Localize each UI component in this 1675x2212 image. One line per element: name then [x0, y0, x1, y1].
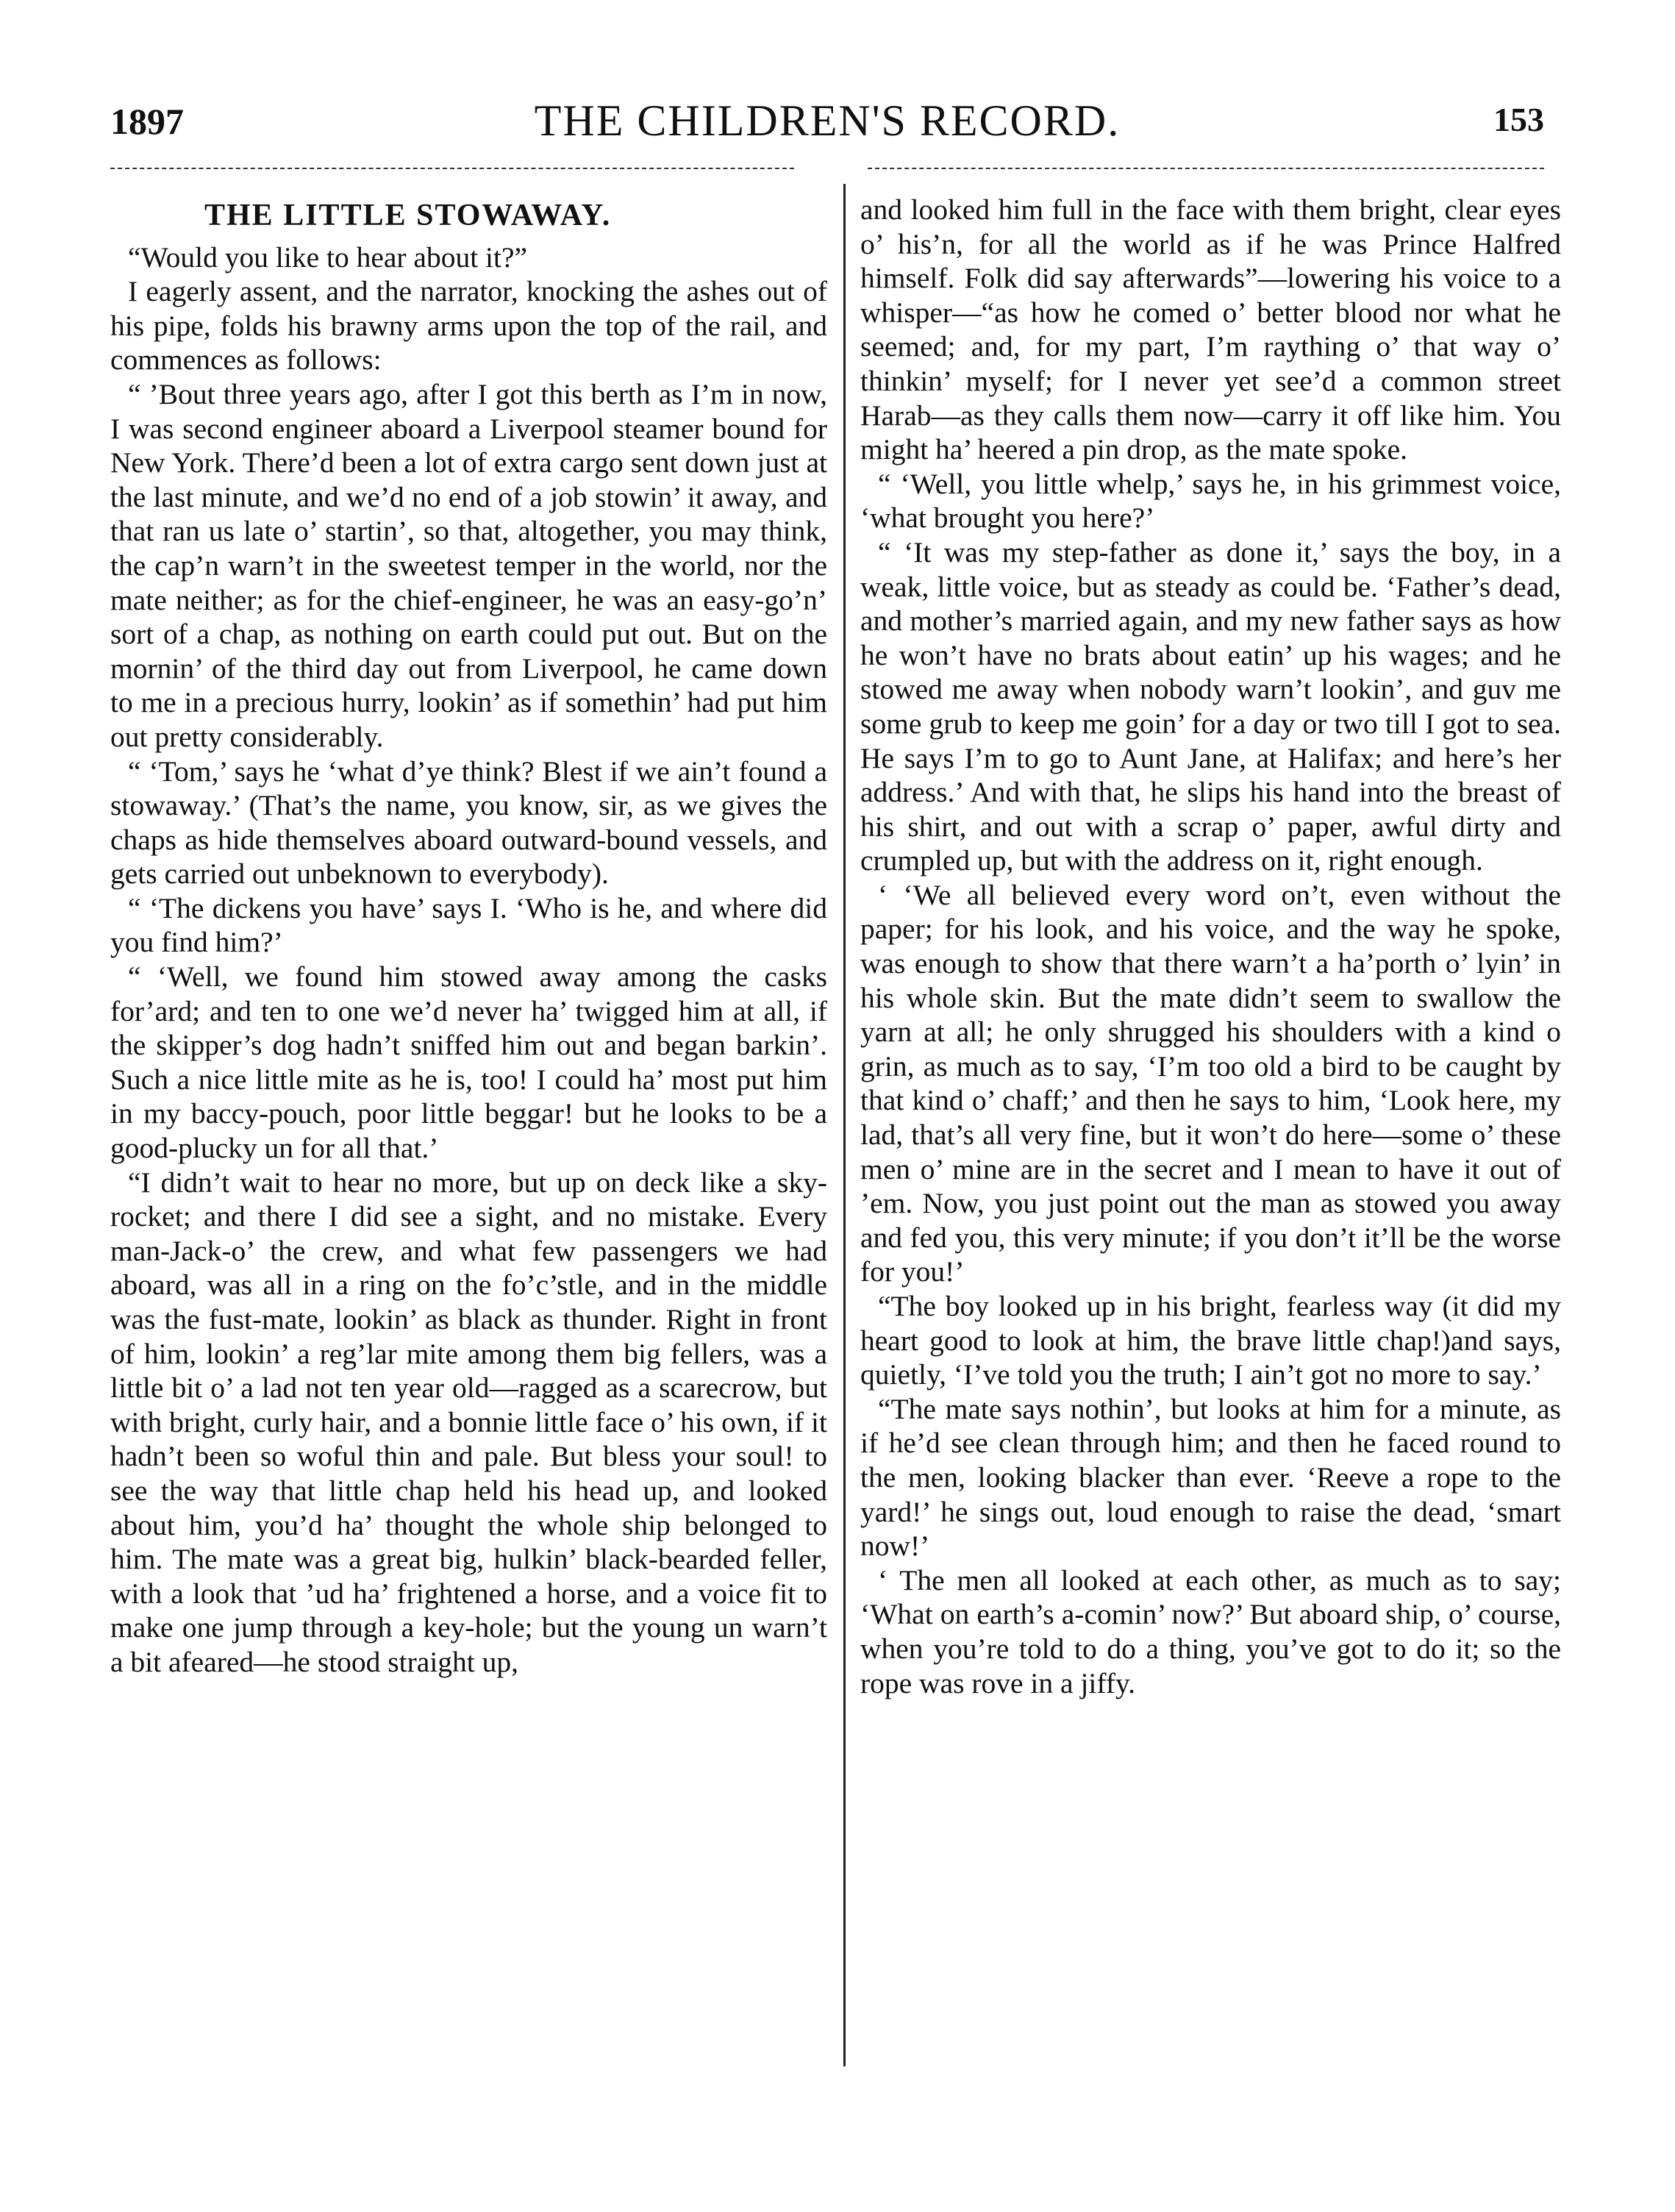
paragraph: “I didn’t wait to hear no more, but up on deck like a sky-rocket; and there I did see a sight, and no mistake. Every man-Jack-o’ the crew, and what few passengers we had aboard, was all in a ring on the fo’c’stle, and in the middle was the fust-mate, lookin’ as black as thunder. Right in front of him, lookin’ a reg’lar mite among them big fellers, was a little bit o’ a lad not ten year old—ragged as a scarecrow, but with bright, curly hair, and a bonnie little face o’ his own, if it hadn’t been so woful thin and pale. But bless your soul! to see the way that little chap held his head up, and looked about him, you’d ha’ thought the whole ship belonged to him. The mate was a great big, hulkin’ black-bearded feller, with a look that ’ud ha’ frightened a horse, and a voice fit to make one jump through a key-hole; but the young un warn’t a bit afeared—he stood straight up,: [110, 1166, 827, 1678]
story-title: THE LITTLE STOWAWAY.: [204, 199, 612, 232]
paragraph: “The boy looked up in his bright, fearless way (it did my heart good to look at him, the brave little chap!)and says, quietly, ‘I’ve told you the truth; I ain’t got no more to say.’: [860, 1290, 1561, 1391]
paragraph: ‘ ‘We all believed every word on’t, even without the paper; for his look, and his voice, and the way he spoke, was enough to show that there warn’t a ha’porth o’ lyin’ in his whole skin. But the mate didn’t seem to swallow the yarn at all; he only shrugged his shoulders with a kind o grin, as much as to say, ‘I’m too old a bird to be caught by that kind o’ chaff;’ and then he says to him, ‘Look here, my lad, that’s all very fine, but it won’t do here—some o’ these men o’ mine are in the secret and I mean to have it out of ’em. Now, you just point out the man as stowed you away and fed you, this very minute; if you don’t it’ll be the worse for you!’: [860, 878, 1561, 1288]
page-number: 153: [1493, 101, 1544, 138]
publication-title: THE CHILDREN'S RECORD.: [534, 96, 1121, 145]
paragraph: “ ‘Tom,’ says he ‘what d’ye think? Blest if we ain’t found a stowaway.’ (That’s the name, you know, sir, as we gives the chaps as hide themselves aboard outward-bound vessels, and gets carried out unbeknown to everybody).: [110, 754, 827, 891]
paragraph: “ ’Bout three years ago, after I got this berth as I’m in now, I was second engineer aboard a Liverpool steamer bound for New York. There’d been a lot of extra cargo sent down just at the last minute, and we’d no end of a job stowin’ it away, and that ran us late o’ startin’, so that, altogether, you may think, the cap’n warn’t in the sweetest temper in the world, nor the mate neither; as for the chief-engineer, he was an easy-go’n’ sort of a chap, as nothing on earth could put out. But on the mornin’ of the third day out from Liverpool, he came down to me in a precious hurry, lookin’ as if somethin’ had put him out pretty considerably.: [110, 377, 827, 753]
right-column: [860, 193, 1561, 1700]
paragraph: ‘ The men all looked at each other, as much as to say; ‘What on earth’s a-comin’ now?’ But aboard ship, o’ course, when you’re told to do a thing, you’ve got to do it; so the rope was rove in a jiffy.: [860, 1563, 1561, 1699]
paragraph: I eagerly assent, and the narrator, knocking the ashes out of his pipe, folds his brawny arms upon the top of the rail, and commences as follows:: [110, 275, 827, 377]
paragraph: “ ‘Well, you little whelp,’ says he, in his grimmest voice, ‘what brought you here?’: [860, 467, 1561, 535]
paragraph: “ ‘It was my step-father as done it,’ says the boy, in a weak, little voice, but as steady as could be. ‘Father’s dead, and mother’s married again, and my new father says as how he won’t have no brats about eatin’ up his wages; and he stowed me away when nobody warn’t lookin’, and guv me some grub to keep me goin’ for a day or two till I got to sea. He says I’m to go to Aunt Jane, at Halifax; and here’s her address.’ And with that, he slips his hand into the breast of his shirt, and out with a scrap o’ paper, awful dirty and crumpled up, but with the address on it, right enough.: [860, 535, 1561, 877]
header-rule-right: [868, 168, 1544, 169]
paragraph: “ ‘Well, we found him stowed away among the casks for’ard; and ten to one we’d never ha’ twigged him at all, if the skipper’s dog hadn’t sniffed him out and began barkin’. Such a nice little mite as he is, too! I could ha’ most put him in my baccy-pouch, poor little beggar! but he looks to be a good-plucky un for all that.’: [110, 960, 827, 1165]
left-column: [110, 193, 827, 1680]
page-header: [110, 87, 1544, 160]
header-rule-left: [110, 168, 794, 169]
column-divider: [843, 184, 846, 2066]
paragraph: “ ‘The dickens you have’ says I. ‘Who is he, and where did you find him?’: [110, 891, 827, 959]
header-year: 1897: [110, 101, 184, 142]
paragraph: and looked him full in the face with them bright, clear eyes o’ his’n, for all the world as if he was Prince Halfred himself. Folk did say afterwards”—lowering his voice to a whisper—“as how he comed o’ better blood nor what he seemed; and, for my part, I’m raything o’ that way o’ thinkin’ myself; for I never yet see’d a common street Harab—as they calls them now—carry it off like him. You might ha’ heered a pin drop, as the mate spoke.: [860, 193, 1561, 466]
paragraph: “The mate says nothin’, but looks at him for a minute, as if he’d see clean through him; and then he faced round to the men, looking blacker than ever. ‘Reeve a rope to the yard!’ he sings out, loud enough to raise the dead, ‘smart now!’: [860, 1392, 1561, 1563]
paragraph: “Would you like to hear about it?”: [128, 240, 528, 274]
